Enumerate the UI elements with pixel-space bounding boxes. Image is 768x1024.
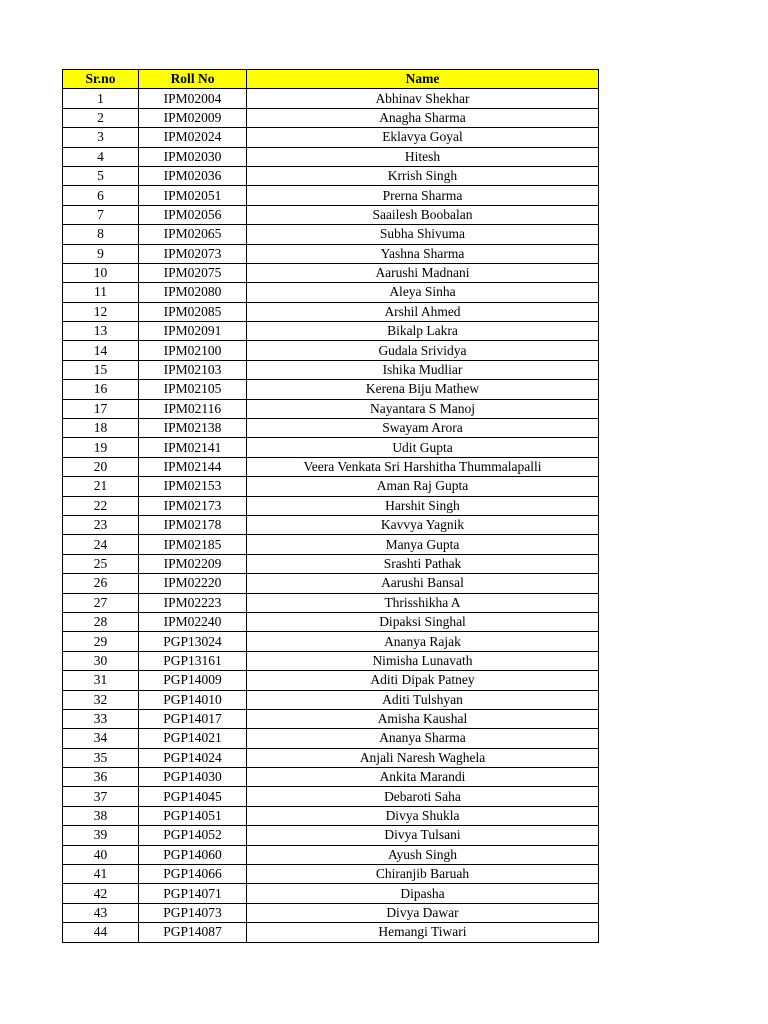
roll-no-cell: IPM02141 bbox=[139, 438, 247, 457]
name-cell: Dipasha bbox=[247, 884, 599, 903]
table-row bbox=[63, 748, 599, 767]
roll-no-cell: IPM02138 bbox=[139, 419, 247, 438]
sr-no-cell: 42 bbox=[63, 884, 139, 903]
name-cell: Aleya Sinha bbox=[247, 283, 599, 302]
sr-no-cell: 13 bbox=[63, 322, 139, 341]
roll-no-cell: IPM02185 bbox=[139, 535, 247, 554]
table-row bbox=[63, 515, 599, 534]
sr-no-cell: 6 bbox=[63, 186, 139, 205]
sr-no-cell: 11 bbox=[63, 283, 139, 302]
sr-no-cell: 17 bbox=[63, 399, 139, 418]
name-cell: Saailesh Boobalan bbox=[247, 205, 599, 224]
table-row bbox=[63, 554, 599, 573]
sr-no-cell: 10 bbox=[63, 263, 139, 282]
table-row bbox=[63, 283, 599, 302]
table-row bbox=[63, 302, 599, 321]
roll-no-cell: PGP14052 bbox=[139, 826, 247, 845]
roll-no-cell: IPM02178 bbox=[139, 515, 247, 534]
table-row bbox=[63, 690, 599, 709]
roll-no-cell: PGP14087 bbox=[139, 923, 247, 942]
table-row bbox=[63, 593, 599, 612]
roll-no-cell: PGP13024 bbox=[139, 632, 247, 651]
sr-no-cell: 29 bbox=[63, 632, 139, 651]
roll-no-cell: PGP14060 bbox=[139, 845, 247, 864]
name-cell: Kerena Biju Mathew bbox=[247, 380, 599, 399]
table-row bbox=[63, 729, 599, 748]
name-cell: Nimisha Lunavath bbox=[247, 651, 599, 670]
sr-no-cell: 20 bbox=[63, 457, 139, 476]
name-cell: Aditi Tulshyan bbox=[247, 690, 599, 709]
sr-no-cell: 9 bbox=[63, 244, 139, 263]
table-row bbox=[63, 865, 599, 884]
roll-no-cell: PGP14071 bbox=[139, 884, 247, 903]
name-cell: Dipaksi Singhal bbox=[247, 612, 599, 631]
roll-no-cell: PGP14010 bbox=[139, 690, 247, 709]
table-row bbox=[63, 147, 599, 166]
roll-no-cell: PGP14021 bbox=[139, 729, 247, 748]
name-cell: Prerna Sharma bbox=[247, 186, 599, 205]
table-row bbox=[63, 380, 599, 399]
roll-no-cell: IPM02240 bbox=[139, 612, 247, 631]
roll-no-cell: PGP14009 bbox=[139, 671, 247, 690]
sr-no-cell: 5 bbox=[63, 166, 139, 185]
sr-no-cell: 33 bbox=[63, 709, 139, 728]
table-row bbox=[63, 671, 599, 690]
roll-no-cell: IPM02223 bbox=[139, 593, 247, 612]
sr-no-cell: 1 bbox=[63, 89, 139, 108]
roll-no-cell: IPM02100 bbox=[139, 341, 247, 360]
sr-no-cell: 41 bbox=[63, 865, 139, 884]
roll-no-cell: IPM02144 bbox=[139, 457, 247, 476]
sr-no-cell: 21 bbox=[63, 477, 139, 496]
sr-no-cell: 22 bbox=[63, 496, 139, 515]
table-row bbox=[63, 225, 599, 244]
table-row bbox=[63, 128, 599, 147]
name-cell: Ananya Rajak bbox=[247, 632, 599, 651]
name-cell: Kavvya Yagnik bbox=[247, 515, 599, 534]
roll-no-cell: IPM02009 bbox=[139, 108, 247, 127]
table-row bbox=[63, 399, 599, 418]
name-cell: Divya Shukla bbox=[247, 806, 599, 825]
column-header-sr-no: Sr.no bbox=[63, 70, 139, 89]
roll-no-cell: IPM02030 bbox=[139, 147, 247, 166]
sr-no-cell: 18 bbox=[63, 419, 139, 438]
name-cell: Harshit Singh bbox=[247, 496, 599, 515]
table-row bbox=[63, 360, 599, 379]
roll-no-cell: IPM02091 bbox=[139, 322, 247, 341]
table-row bbox=[63, 244, 599, 263]
roll-no-cell: IPM02065 bbox=[139, 225, 247, 244]
table-row bbox=[63, 496, 599, 515]
name-cell: Subha Shivuma bbox=[247, 225, 599, 244]
column-header-roll-no: Roll No bbox=[139, 70, 247, 89]
roll-no-cell: IPM02116 bbox=[139, 399, 247, 418]
name-cell: Amisha Kaushal bbox=[247, 709, 599, 728]
sr-no-cell: 27 bbox=[63, 593, 139, 612]
table-row bbox=[63, 419, 599, 438]
roll-no-cell: IPM02080 bbox=[139, 283, 247, 302]
roll-no-cell: IPM02056 bbox=[139, 205, 247, 224]
table-row bbox=[63, 166, 599, 185]
name-cell: Aman Raj Gupta bbox=[247, 477, 599, 496]
roll-no-cell: PGP14030 bbox=[139, 768, 247, 787]
table-row bbox=[63, 205, 599, 224]
name-cell: Thrisshikha A bbox=[247, 593, 599, 612]
roll-no-cell: PGP14024 bbox=[139, 748, 247, 767]
sr-no-cell: 40 bbox=[63, 845, 139, 864]
table-row bbox=[63, 768, 599, 787]
student-list-table bbox=[62, 69, 599, 943]
name-cell: Arshil Ahmed bbox=[247, 302, 599, 321]
name-cell: Hitesh bbox=[247, 147, 599, 166]
sr-no-cell: 28 bbox=[63, 612, 139, 631]
name-cell: Divya Dawar bbox=[247, 903, 599, 922]
sr-no-cell: 14 bbox=[63, 341, 139, 360]
roll-no-cell: PGP14066 bbox=[139, 865, 247, 884]
name-cell: Hemangi Tiwari bbox=[247, 923, 599, 942]
name-cell: Anjali Naresh Waghela bbox=[247, 748, 599, 767]
name-cell: Debaroti Saha bbox=[247, 787, 599, 806]
roll-no-cell: IPM02209 bbox=[139, 554, 247, 573]
name-cell: Nayantara S Manoj bbox=[247, 399, 599, 418]
roll-no-cell: PGP14017 bbox=[139, 709, 247, 728]
column-header-name: Name bbox=[247, 70, 599, 89]
table-row bbox=[63, 709, 599, 728]
table-row bbox=[63, 845, 599, 864]
table-row bbox=[63, 884, 599, 903]
sr-no-cell: 31 bbox=[63, 671, 139, 690]
sr-no-cell: 24 bbox=[63, 535, 139, 554]
name-cell: Abhinav Shekhar bbox=[247, 89, 599, 108]
table-row bbox=[63, 826, 599, 845]
name-cell: Veera Venkata Sri Harshitha Thummalapalli bbox=[247, 457, 599, 476]
name-cell: Anagha Sharma bbox=[247, 108, 599, 127]
name-cell: Divya Tulsani bbox=[247, 826, 599, 845]
sr-no-cell: 26 bbox=[63, 574, 139, 593]
sr-no-cell: 34 bbox=[63, 729, 139, 748]
name-cell: Krrish Singh bbox=[247, 166, 599, 185]
sr-no-cell: 8 bbox=[63, 225, 139, 244]
table-row bbox=[63, 651, 599, 670]
table-row bbox=[63, 535, 599, 554]
sr-no-cell: 36 bbox=[63, 768, 139, 787]
sr-no-cell: 12 bbox=[63, 302, 139, 321]
sr-no-cell: 2 bbox=[63, 108, 139, 127]
name-cell: Ayush Singh bbox=[247, 845, 599, 864]
sr-no-cell: 44 bbox=[63, 923, 139, 942]
name-cell: Ananya Sharma bbox=[247, 729, 599, 748]
roll-no-cell: PGP14045 bbox=[139, 787, 247, 806]
table-row bbox=[63, 186, 599, 205]
name-cell: Aarushi Bansal bbox=[247, 574, 599, 593]
roll-no-cell: IPM02075 bbox=[139, 263, 247, 282]
name-cell: Ishika Mudliar bbox=[247, 360, 599, 379]
sr-no-cell: 23 bbox=[63, 515, 139, 534]
table-row bbox=[63, 806, 599, 825]
table-row bbox=[63, 612, 599, 631]
name-cell: Chiranjib Baruah bbox=[247, 865, 599, 884]
name-cell: Srashti Pathak bbox=[247, 554, 599, 573]
roll-no-cell: IPM02051 bbox=[139, 186, 247, 205]
roll-no-cell: PGP14073 bbox=[139, 903, 247, 922]
sr-no-cell: 38 bbox=[63, 806, 139, 825]
table-row bbox=[63, 263, 599, 282]
roll-no-cell: PGP14051 bbox=[139, 806, 247, 825]
name-cell: Gudala Srividya bbox=[247, 341, 599, 360]
sr-no-cell: 25 bbox=[63, 554, 139, 573]
sr-no-cell: 19 bbox=[63, 438, 139, 457]
table-row bbox=[63, 108, 599, 127]
sr-no-cell: 4 bbox=[63, 147, 139, 166]
table-body bbox=[63, 89, 599, 942]
name-cell: Manya Gupta bbox=[247, 535, 599, 554]
name-cell: Aarushi Madnani bbox=[247, 263, 599, 282]
table-row bbox=[63, 477, 599, 496]
roll-no-cell: IPM02105 bbox=[139, 380, 247, 399]
roll-no-cell: IPM02073 bbox=[139, 244, 247, 263]
name-cell: Eklavya Goyal bbox=[247, 128, 599, 147]
roll-no-cell: IPM02153 bbox=[139, 477, 247, 496]
table-row bbox=[63, 903, 599, 922]
sr-no-cell: 3 bbox=[63, 128, 139, 147]
header-row bbox=[63, 70, 599, 89]
table-row bbox=[63, 632, 599, 651]
table-row bbox=[63, 457, 599, 476]
table-row bbox=[63, 574, 599, 593]
roll-no-cell: IPM02036 bbox=[139, 166, 247, 185]
roll-no-cell: IPM02024 bbox=[139, 128, 247, 147]
name-cell: Bikalp Lakra bbox=[247, 322, 599, 341]
roll-no-cell: IPM02220 bbox=[139, 574, 247, 593]
sr-no-cell: 37 bbox=[63, 787, 139, 806]
name-cell: Aditi Dipak Patney bbox=[247, 671, 599, 690]
roll-no-cell: IPM02173 bbox=[139, 496, 247, 515]
name-cell: Swayam Arora bbox=[247, 419, 599, 438]
table-row bbox=[63, 341, 599, 360]
sr-no-cell: 35 bbox=[63, 748, 139, 767]
name-cell: Yashna Sharma bbox=[247, 244, 599, 263]
sr-no-cell: 39 bbox=[63, 826, 139, 845]
sr-no-cell: 15 bbox=[63, 360, 139, 379]
name-cell: Udit Gupta bbox=[247, 438, 599, 457]
table-row bbox=[63, 89, 599, 108]
sr-no-cell: 43 bbox=[63, 903, 139, 922]
sr-no-cell: 7 bbox=[63, 205, 139, 224]
sr-no-cell: 32 bbox=[63, 690, 139, 709]
table-row bbox=[63, 923, 599, 942]
sr-no-cell: 16 bbox=[63, 380, 139, 399]
roll-no-cell: IPM02004 bbox=[139, 89, 247, 108]
table-row bbox=[63, 438, 599, 457]
roll-no-cell: IPM02103 bbox=[139, 360, 247, 379]
roll-no-cell: PGP13161 bbox=[139, 651, 247, 670]
table-row bbox=[63, 787, 599, 806]
sr-no-cell: 30 bbox=[63, 651, 139, 670]
name-cell: Ankita Marandi bbox=[247, 768, 599, 787]
table-row bbox=[63, 322, 599, 341]
roll-no-cell: IPM02085 bbox=[139, 302, 247, 321]
